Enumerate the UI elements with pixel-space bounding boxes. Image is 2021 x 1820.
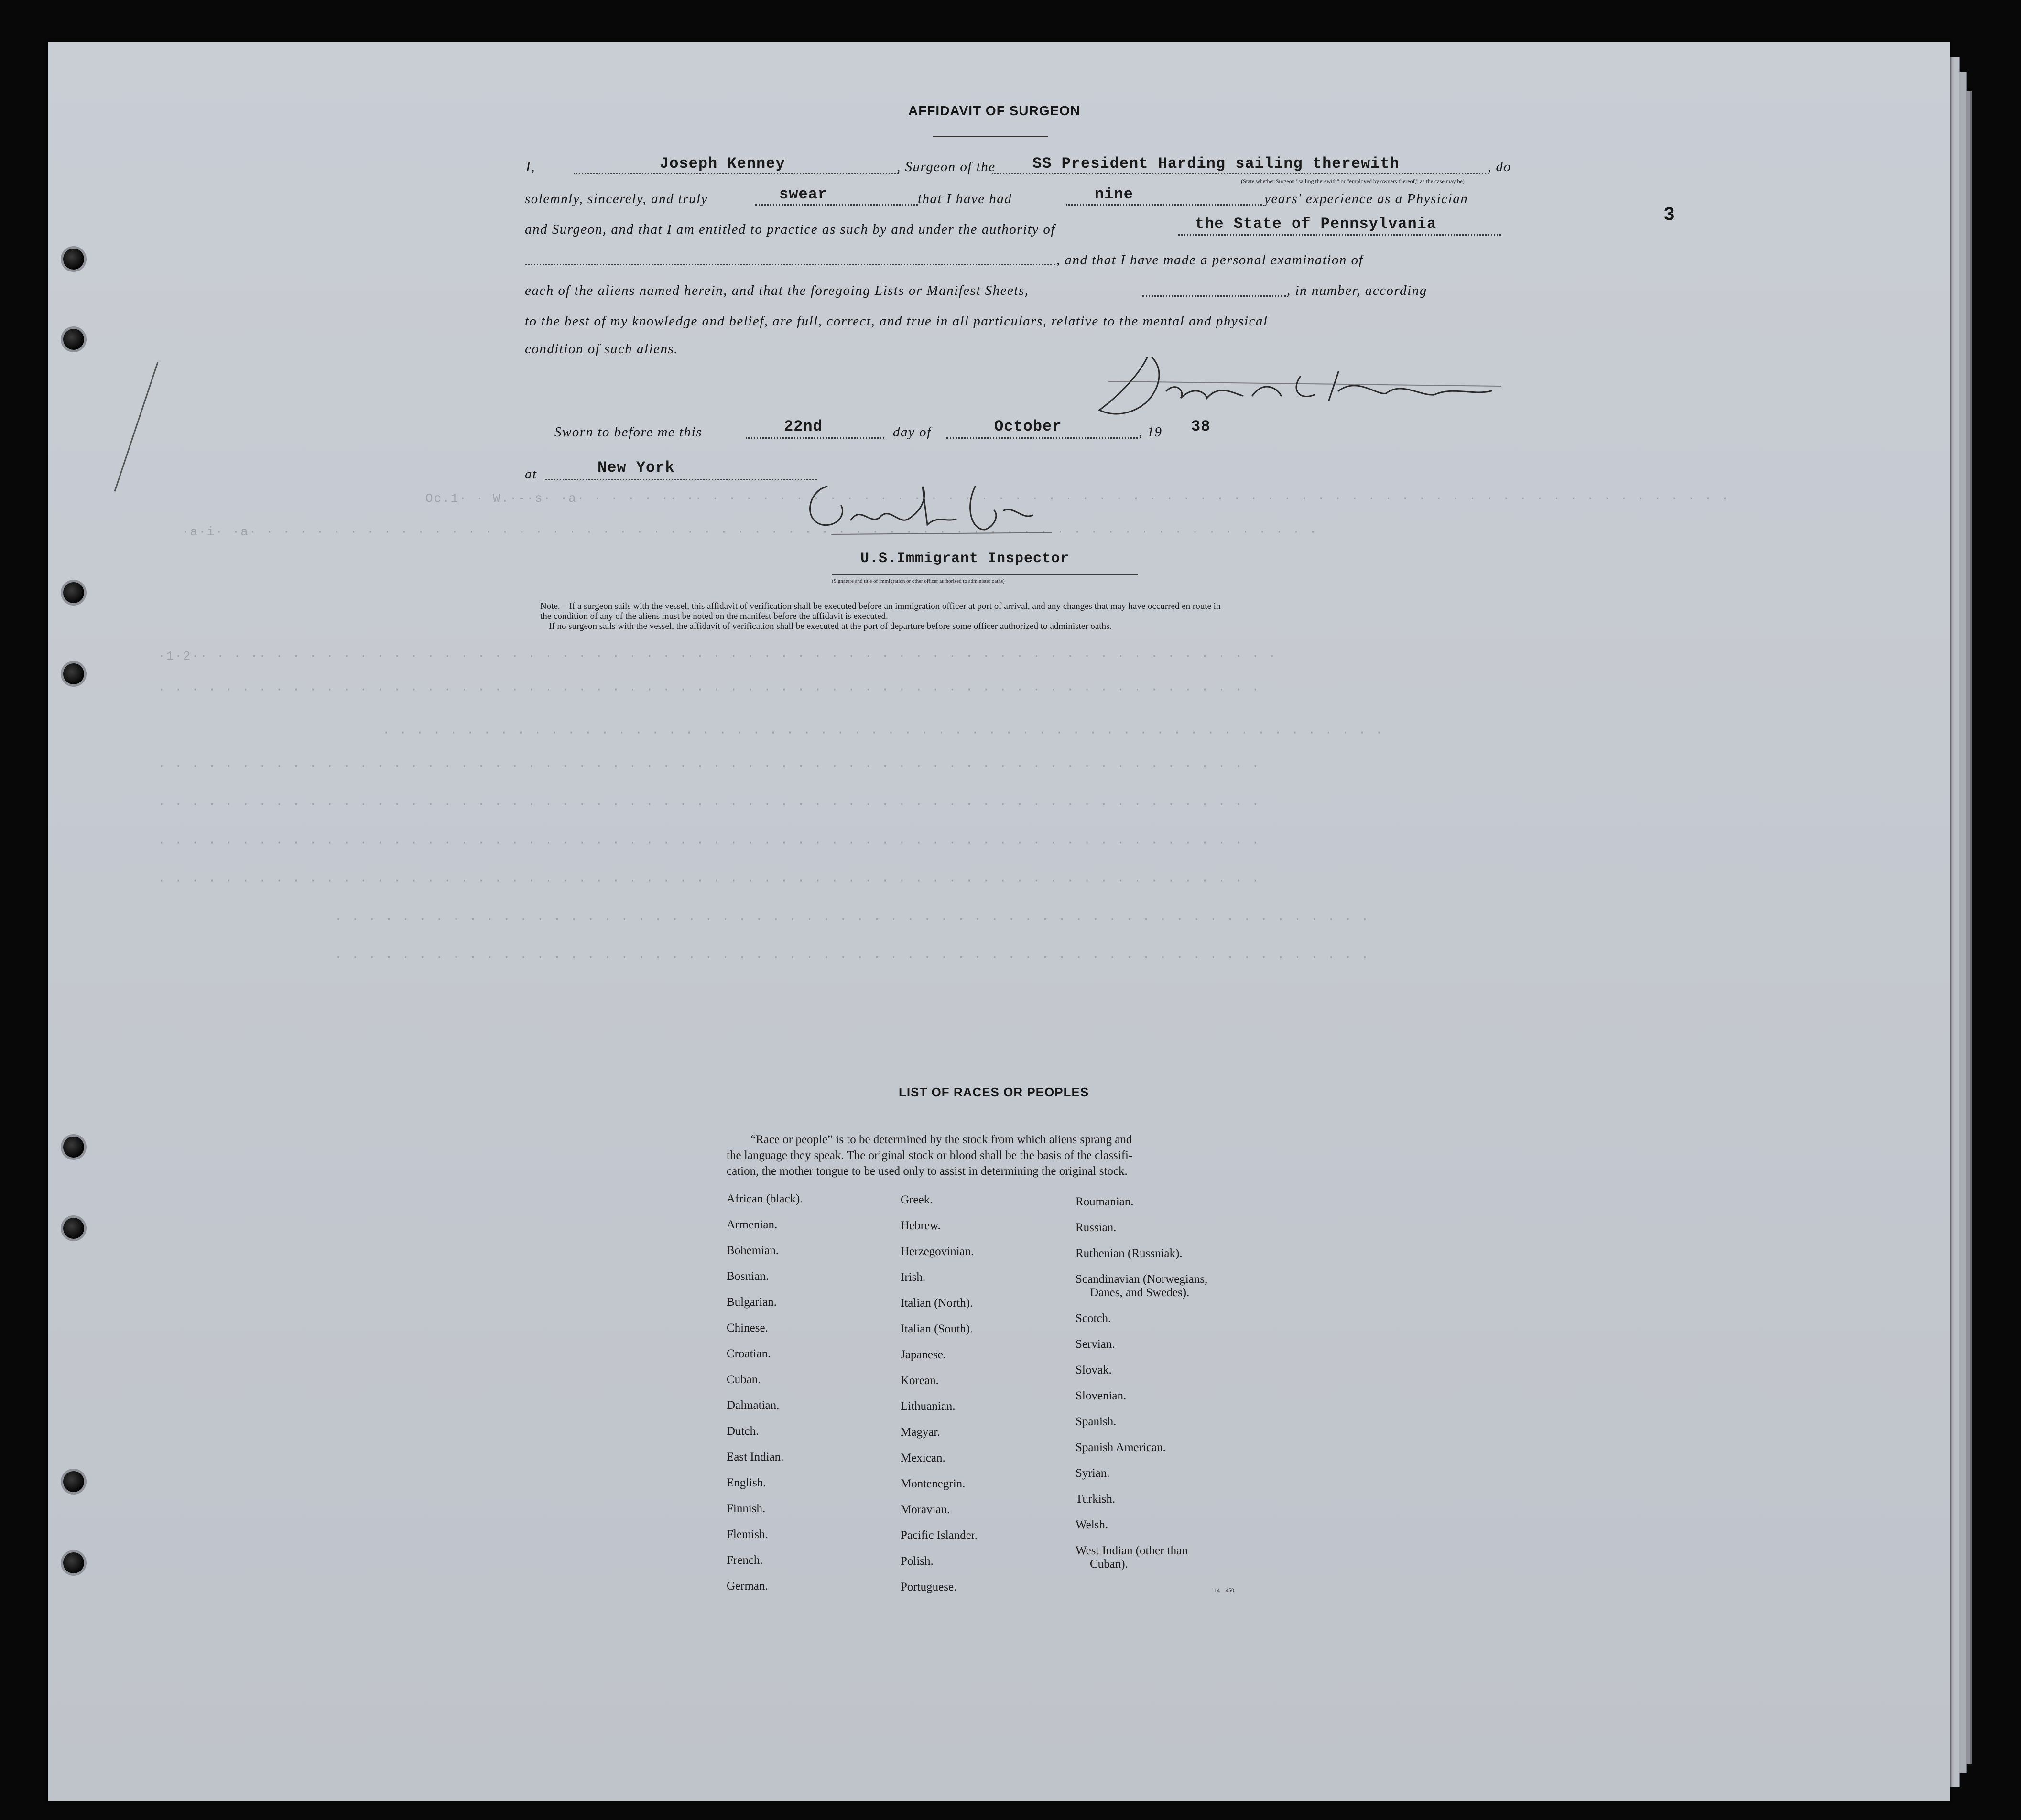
race-item: Croatian.: [727, 1347, 771, 1360]
affidavit-text: day of: [893, 424, 932, 440]
bleed-through-text: ·1·2·· · · ·· · · · · · · · · · · · · · · · · · · · · · · · · · · · · · · · · · · · · · · · · · · · · · · · · · · · · · · · · · · · ·: [158, 649, 1277, 663]
affidavit-text: to the best of my knowledge and belief, are full, correct, and true in all particulars, relative to the mental and physical: [525, 314, 1268, 329]
affidavit-text: that I have had: [918, 191, 1012, 206]
race-item: Italian (South).: [901, 1322, 973, 1335]
race-item: Danes, and Swedes).: [1090, 1286, 1190, 1299]
race-item: Japanese.: [901, 1348, 946, 1361]
race-item: French.: [727, 1554, 763, 1567]
race-item: Roumanian.: [1076, 1195, 1134, 1208]
race-item: Scandinavian (Norwegians,: [1076, 1273, 1208, 1286]
authority: the State of Pennsylvania: [1195, 215, 1437, 233]
affidavit-text: , and that I have made a personal examination of: [1056, 252, 1364, 268]
affidavit-text: , in number, according: [1287, 283, 1427, 298]
title-underline: [933, 136, 1048, 137]
place-field: [545, 463, 817, 480]
race-item: Spanish American.: [1076, 1441, 1166, 1454]
race-item: Bohemian.: [727, 1244, 779, 1257]
race-item: Polish.: [901, 1555, 934, 1568]
race-item: Russian.: [1076, 1221, 1117, 1234]
affidavit-note-3: If no surgeon sails with the vessel, the affidavit of verification shall be executed at the port of departure before some officer authorized to administer oaths.: [549, 621, 1112, 631]
bleed-through-text: · · · · · · · · · · · · · · · · · · · · · · · · · · · · · · · · · · · · · · · · · · · · · · · · · · · · · · · · · · · · · · · · · ·: [158, 682, 1260, 697]
affidavit-text: I,: [526, 159, 535, 174]
affidavit-text: , Surgeon of the: [897, 159, 996, 174]
affidavit-text: each of the aliens named herein, and that the foregoing Lists or Manifest Sheets,: [525, 283, 1029, 298]
race-item: Finnish.: [727, 1502, 766, 1515]
officer-caption: (Signature and title of immigration or other officer authorized to administer oaths): [832, 578, 1005, 584]
affidavit-text: at: [525, 466, 537, 482]
surgeon-signature: [1090, 338, 1510, 434]
race-item: Slovenian.: [1076, 1389, 1127, 1402]
sheets-count-field: [1142, 279, 1286, 297]
affidavit-title: AFFIDAVIT OF SURGEON: [908, 103, 1081, 118]
affidavit-text: solemnly, sincerely, and truly: [525, 191, 708, 206]
affidavit-text: , 19: [1139, 424, 1163, 440]
bleed-through-text: ·a·i· ·a· · · · · · · · · · · · · · · · · · · · · · · · · · · · · · · · · · · · · · · · · · · · · · · · · · · · · · · · · · · · · · · ·: [182, 525, 1318, 539]
bleed-through-text: · · · · · · · · · · · · · · · · · · · · · · · · · · · · · · · · · · · · · · · · · · · · · · · · · · · · · · · · · · · · · · · · · ·: [158, 874, 1260, 888]
race-item: Slovak.: [1076, 1364, 1112, 1376]
race-item: Italian (North).: [901, 1297, 973, 1310]
affidavit-text: years' experience as a Physician: [1264, 191, 1468, 206]
race-item: Pacific Islander.: [901, 1529, 978, 1542]
bleed-through-text: · · · · · · · · · · · · · · · · · · · · · · · · · · · · · · · · · · · · · · · · · · · · · · · · · · · · · · · · · · · · · · · · · ·: [158, 835, 1260, 850]
inspector-signature: [784, 477, 1052, 549]
race-item: East Indian.: [727, 1451, 784, 1463]
vessel-name: SS President Harding sailing therewith: [1032, 155, 1400, 173]
affidavit-text: and Surgeon, and that I am entitled to practice as such by and under the authority of: [525, 222, 1055, 237]
race-item: Spanish.: [1076, 1415, 1117, 1428]
race-item: Flemish.: [727, 1528, 768, 1541]
race-item: Welsh.: [1076, 1518, 1108, 1531]
authority-field-cont: [525, 248, 1055, 265]
race-item: Chinese.: [727, 1322, 768, 1334]
race-item: Dutch.: [727, 1425, 759, 1438]
race-item: English.: [727, 1476, 766, 1489]
binder-hole: [63, 249, 84, 270]
affidavit-note-2: the condition of any of the aliens must be noted on the manifest before the affidavit is executed.: [540, 611, 888, 621]
race-item: Korean.: [901, 1374, 939, 1387]
binder-hole: [63, 1552, 84, 1573]
race-item: Portuguese.: [901, 1581, 957, 1593]
binder-hole: [63, 1137, 84, 1158]
vessel-field-note: (State whether Surgeon "sailing therewith" or "employed by owners thereof," as the case may be): [1241, 178, 1465, 184]
sworn-place: New York: [598, 459, 675, 477]
affidavit-text: Sworn to before me this: [554, 424, 702, 440]
bleed-through-text: Oc.1· · W.·-·s· ·a· · · · · ·· ·· · · · · · · · · · · · · · · · · · · · · · · · · · · · · · · · · · · · · · · · · · · · · · · · · · · · · · · · · · · · · ·: [425, 491, 1730, 506]
race-item: West Indian (other than: [1076, 1544, 1188, 1557]
race-item: Bosnian.: [727, 1270, 769, 1283]
races-intro-line: cation, the mother tongue to be used only to assist in determining the original stock.: [727, 1165, 1128, 1178]
race-item: Moravian.: [901, 1503, 950, 1516]
race-item: German.: [727, 1580, 768, 1592]
officer-title: U.S.Immigrant Inspector: [860, 551, 1070, 567]
races-intro: [727, 1132, 1300, 1179]
binder-hole: [63, 582, 84, 603]
race-item: Ruthenian (Russniak).: [1076, 1247, 1183, 1260]
race-item: Greek.: [901, 1193, 933, 1206]
races-intro-line: “Race or people” is to be determined by the stock from which aliens sprang and: [750, 1133, 1132, 1146]
binder-hole: [63, 1218, 84, 1239]
race-item: Scotch.: [1076, 1312, 1111, 1325]
race-item: Syrian.: [1076, 1467, 1110, 1480]
binder-hole: [63, 663, 84, 684]
binder-hole: [63, 1471, 84, 1492]
affidavit-note-1: Note.—If a surgeon sails with the vessel, this affidavit of verification shall be executed before an immigration officer at port of arrival, and any changes that may have occurred en route in: [540, 601, 1221, 611]
race-item: African (black).: [727, 1192, 803, 1205]
manifest-sheet: [48, 42, 1950, 1801]
bleed-through-text: · · · · · · · · · · · · · · · · · · · · · · · · · · · · · · · · · · · · · · · · · · · · · · · · · · · · · · · · · · · · · · · · · ·: [158, 759, 1260, 773]
binder-hole: [63, 329, 84, 350]
races-intro-line: the language they speak. The original stock or blood shall be the basis of the classifi-: [727, 1149, 1133, 1162]
years-experience: nine: [1095, 185, 1133, 203]
race-item: Armenian.: [727, 1218, 778, 1231]
race-item: Turkish.: [1076, 1493, 1116, 1506]
race-item: Lithuanian.: [901, 1400, 956, 1413]
bleed-through-text: · · · · · · · · · · · · · · · · · · · · · · · · · · · · · · · · · · · · · · · · · · · · · · · · · · · · · · · · · · · · · ·: [335, 912, 1370, 926]
race-item: Mexican.: [901, 1452, 945, 1464]
race-item: Cuban).: [1090, 1558, 1128, 1571]
oath-word: swear: [779, 185, 828, 203]
form-number: 14—450: [1214, 1587, 1234, 1593]
page-number: 3: [1663, 205, 1675, 226]
affidavit-text: , do: [1488, 159, 1511, 174]
sworn-day: 22nd: [784, 418, 823, 435]
bleed-through-text: · · · · · · · · · · · · · · · · · · · · · · · · · · · · · · · · · · · · · · · · · · · · · · · · · · · · · · · · · · · ·: [382, 726, 1384, 740]
race-item: Dalmatian.: [727, 1399, 780, 1412]
page-edge: [1966, 91, 1972, 1764]
race-item: Bulgarian.: [727, 1296, 777, 1309]
bleed-through-text: · · · · · · · · · · · · · · · · · · · · · · · · · · · · · · · · · · · · · · · · · · · · · · · · · · · · · · · · · · · · · · · · · ·: [158, 797, 1260, 812]
races-title: LIST OF RACES OR PEOPLES: [899, 1085, 1089, 1099]
race-item: Servian.: [1076, 1338, 1115, 1351]
sworn-year: 38: [1191, 418, 1211, 435]
race-item: Magyar.: [901, 1426, 940, 1439]
race-item: Herzegovinian.: [901, 1245, 974, 1258]
race-item: Hebrew.: [901, 1219, 941, 1232]
race-item: Montenegrin.: [901, 1477, 966, 1490]
bleed-through-text: · · · · · · · · · · · · · · · · · · · · · · · · · · · · · · · · · · · · · · · · · · · · · · · · · · · · · · · · · · · · · ·: [335, 950, 1370, 964]
affidavit-text: condition of such aliens.: [525, 341, 679, 357]
race-item: Irish.: [901, 1271, 926, 1284]
surgeon-name: Joseph Kenney: [660, 155, 785, 173]
race-item: Cuban.: [727, 1373, 761, 1386]
sworn-month: October: [994, 418, 1062, 435]
pencil-mark: [105, 358, 163, 501]
